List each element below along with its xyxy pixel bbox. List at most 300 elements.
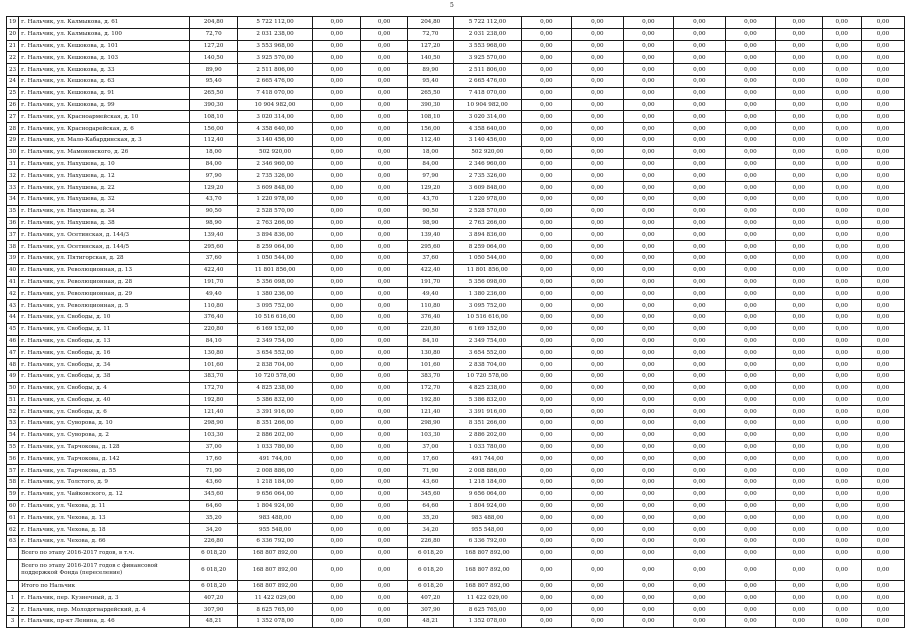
value-cell: 0,00 (571, 418, 623, 430)
value-cell: 1 380 236,00 (453, 288, 521, 300)
value-cell: 0,00 (822, 64, 861, 76)
value-cell: 0,00 (822, 323, 861, 335)
value-cell: 0,00 (571, 158, 623, 170)
value-cell: 10 720 578,00 (238, 370, 313, 382)
value-cell: 37,60 (190, 252, 238, 264)
value-cell: 0,00 (775, 429, 822, 441)
value-cell: 0,00 (775, 123, 822, 135)
value-cell: 191,70 (190, 276, 238, 288)
value-cell: 0,00 (725, 524, 775, 536)
value-cell: 0,00 (571, 241, 623, 253)
value-cell: 0,00 (521, 441, 571, 453)
row-number-cell: 31 (7, 158, 19, 170)
value-cell: 0,00 (313, 406, 361, 418)
address-cell: г. Нальчик, пр-кт Ленина, д. 46 (19, 616, 190, 628)
value-cell: 3 894 836,00 (453, 229, 521, 241)
value-cell: 0,00 (521, 217, 571, 229)
value-cell: 0,00 (571, 547, 623, 559)
value-cell: 0,00 (521, 512, 571, 524)
value-cell: 127,20 (190, 40, 238, 52)
value-cell: 0,00 (521, 99, 571, 111)
row-number-cell: 56 (7, 453, 19, 465)
value-cell: 0,00 (725, 418, 775, 430)
value-cell: 2 031 238,00 (238, 28, 313, 40)
value-cell: 8 625 765,00 (453, 604, 521, 616)
value-cell: 0,00 (861, 288, 904, 300)
value-cell: 0,00 (313, 592, 361, 604)
row-number-cell: 41 (7, 276, 19, 288)
value-cell: 0,00 (361, 40, 408, 52)
value-cell: 0,00 (623, 217, 673, 229)
value-cell: 0,00 (313, 134, 361, 146)
value-cell: 0,00 (725, 276, 775, 288)
value-cell: 0,00 (571, 406, 623, 418)
value-cell: 11 422 029,00 (238, 592, 313, 604)
value-cell: 0,00 (313, 359, 361, 371)
value-cell: 2 665 476,00 (453, 75, 521, 87)
address-cell: г. Нальчик, ул. Свободы, д. 4 (19, 382, 190, 394)
value-cell: 0,00 (775, 536, 822, 548)
value-cell: 0,00 (861, 580, 904, 592)
value-cell: 307,90 (190, 604, 238, 616)
value-cell: 0,00 (623, 264, 673, 276)
value-cell: 0,00 (571, 64, 623, 76)
value-cell: 0,00 (861, 146, 904, 158)
value-cell: 43,70 (407, 193, 453, 205)
value-cell: 3 609 848,00 (453, 182, 521, 194)
value-cell: 34,20 (190, 524, 238, 536)
value-cell: 2 763 266,00 (453, 217, 521, 229)
value-cell: 0,00 (521, 300, 571, 312)
value-cell: 0,00 (775, 170, 822, 182)
value-cell: 0,00 (623, 441, 673, 453)
value-cell: 98,90 (190, 217, 238, 229)
value-cell: 0,00 (861, 418, 904, 430)
value-cell: 204,80 (407, 17, 453, 29)
value-cell: 0,00 (313, 40, 361, 52)
value-cell: 0,00 (313, 500, 361, 512)
value-cell: 0,00 (361, 394, 408, 406)
value-cell: 1 352 078,00 (453, 616, 521, 628)
value-cell: 0,00 (775, 264, 822, 276)
value-cell: 0,00 (861, 394, 904, 406)
address-cell: г. Нальчик, ул. Нахушева, д. 38 (19, 217, 190, 229)
value-cell: 0,00 (361, 182, 408, 194)
value-cell: 84,10 (190, 335, 238, 347)
value-cell: 0,00 (623, 252, 673, 264)
address-cell: Всего по этапу 2016-2017 годов, в т.ч. (19, 547, 190, 559)
value-cell: 192,80 (190, 394, 238, 406)
value-cell: 0,00 (361, 429, 408, 441)
value-cell: 0,00 (822, 17, 861, 29)
value-cell: 0,00 (822, 28, 861, 40)
value-cell: 0,00 (775, 217, 822, 229)
value-cell: 4 825 238,00 (238, 382, 313, 394)
value-cell: 0,00 (775, 252, 822, 264)
value-cell: 0,00 (861, 87, 904, 99)
value-cell: 0,00 (861, 465, 904, 477)
value-cell: 955 548,00 (453, 524, 521, 536)
value-cell: 6 336 792,00 (238, 536, 313, 548)
value-cell: 172,70 (407, 382, 453, 394)
value-cell: 3 925 570,00 (238, 52, 313, 64)
table-row (7, 75, 905, 87)
value-cell: 0,00 (571, 512, 623, 524)
value-cell: 0,00 (725, 453, 775, 465)
value-cell: 0,00 (725, 193, 775, 205)
value-cell: 1 804 924,00 (238, 500, 313, 512)
value-cell: 0,00 (361, 616, 408, 628)
value-cell: 0,00 (313, 217, 361, 229)
value-cell: 8 259 064,00 (238, 241, 313, 253)
value-cell: 226,80 (407, 536, 453, 548)
value-cell: 0,00 (623, 241, 673, 253)
value-cell: 0,00 (313, 146, 361, 158)
value-cell: 0,00 (571, 311, 623, 323)
value-cell: 0,00 (623, 547, 673, 559)
value-cell: 11 422 029,00 (453, 592, 521, 604)
value-cell: 6 018,20 (407, 559, 453, 580)
value-cell: 156,00 (190, 123, 238, 135)
value-cell: 0,00 (775, 512, 822, 524)
value-cell: 0,00 (571, 182, 623, 194)
value-cell: 168 807 892,00 (453, 580, 521, 592)
value-cell: 0,00 (673, 323, 725, 335)
value-cell: 0,00 (313, 170, 361, 182)
value-cell: 0,00 (725, 370, 775, 382)
value-cell: 156,00 (407, 123, 453, 135)
value-cell: 0,00 (725, 559, 775, 580)
table-row (7, 604, 905, 616)
value-cell: 0,00 (861, 40, 904, 52)
value-cell: 0,00 (361, 488, 408, 500)
value-cell: 0,00 (775, 75, 822, 87)
value-cell: 3 553 968,00 (453, 40, 521, 52)
value-cell: 0,00 (361, 300, 408, 312)
value-cell: 0,00 (861, 205, 904, 217)
value-cell: 0,00 (571, 394, 623, 406)
address-cell: г. Нальчик, ул. Нахушева, д. 34 (19, 205, 190, 217)
value-cell: 0,00 (571, 429, 623, 441)
row-number-cell: 49 (7, 370, 19, 382)
address-cell: г. Нальчик, ул. Чехова, д. 18 (19, 524, 190, 536)
value-cell: 0,00 (521, 500, 571, 512)
value-cell: 0,00 (861, 170, 904, 182)
value-cell: 0,00 (673, 547, 725, 559)
address-cell: г. Нальчик, пер. Кузнечный, д. 3 (19, 592, 190, 604)
value-cell: 298,90 (190, 418, 238, 430)
value-cell: 2 349 754,00 (238, 335, 313, 347)
value-cell: 0,00 (673, 134, 725, 146)
value-cell: 0,00 (861, 300, 904, 312)
address-cell: г. Нальчик, ул. Свободы, д. 38 (19, 370, 190, 382)
table-row (7, 217, 905, 229)
table-row (7, 347, 905, 359)
value-cell: 0,00 (673, 604, 725, 616)
value-cell: 0,00 (725, 64, 775, 76)
value-cell: 0,00 (623, 288, 673, 300)
value-cell: 0,00 (673, 264, 725, 276)
value-cell: 983 488,00 (453, 512, 521, 524)
value-cell: 97,90 (190, 170, 238, 182)
value-cell: 0,00 (673, 406, 725, 418)
value-cell: 2 008 886,00 (453, 465, 521, 477)
value-cell: 0,00 (822, 52, 861, 64)
value-cell: 0,00 (521, 28, 571, 40)
value-cell: 0,00 (861, 123, 904, 135)
value-cell: 72,70 (190, 28, 238, 40)
value-cell: 0,00 (775, 52, 822, 64)
address-cell: г. Нальчик, ул. Свободы, д. 16 (19, 347, 190, 359)
value-cell: 0,00 (521, 75, 571, 87)
value-cell: 0,00 (775, 488, 822, 500)
value-cell: 0,00 (673, 418, 725, 430)
value-cell: 0,00 (571, 592, 623, 604)
table-row (7, 111, 905, 123)
value-cell: 0,00 (313, 418, 361, 430)
value-cell: 0,00 (725, 252, 775, 264)
value-cell: 0,00 (861, 99, 904, 111)
value-cell: 0,00 (623, 28, 673, 40)
value-cell: 0,00 (775, 370, 822, 382)
value-cell: 0,00 (861, 193, 904, 205)
value-cell: 0,00 (725, 170, 775, 182)
value-cell: 0,00 (521, 170, 571, 182)
value-cell: 0,00 (725, 359, 775, 371)
value-cell: 0,00 (361, 111, 408, 123)
value-cell: 0,00 (725, 111, 775, 123)
address-cell: г. Нальчик, ул. Краснодарейская, д. 6 (19, 123, 190, 135)
value-cell: 0,00 (775, 580, 822, 592)
value-cell: 140,50 (407, 52, 453, 64)
value-cell: 0,00 (822, 182, 861, 194)
value-cell: 0,00 (775, 500, 822, 512)
value-cell: 172,70 (190, 382, 238, 394)
value-cell: 3 553 968,00 (238, 40, 313, 52)
value-cell: 204,80 (190, 17, 238, 29)
value-cell: 0,00 (571, 441, 623, 453)
value-cell: 90,50 (407, 205, 453, 217)
value-cell: 0,00 (775, 229, 822, 241)
value-cell: 0,00 (361, 252, 408, 264)
value-cell: 0,00 (725, 75, 775, 87)
value-cell: 6 018,20 (190, 547, 238, 559)
value-cell: 0,00 (822, 288, 861, 300)
value-cell: 0,00 (361, 99, 408, 111)
row-number-cell: 58 (7, 477, 19, 489)
value-cell: 0,00 (571, 335, 623, 347)
row-number-cell: 25 (7, 87, 19, 99)
table-row (7, 477, 905, 489)
row-number-cell (7, 559, 19, 580)
value-cell: 0,00 (521, 64, 571, 76)
value-cell: 0,00 (673, 146, 725, 158)
data-table (6, 16, 905, 628)
value-cell: 0,00 (861, 17, 904, 29)
value-cell: 2 838 704,00 (238, 359, 313, 371)
value-cell: 0,00 (521, 453, 571, 465)
value-cell: 0,00 (725, 580, 775, 592)
value-cell: 0,00 (673, 87, 725, 99)
value-cell: 0,00 (725, 429, 775, 441)
value-cell: 0,00 (861, 616, 904, 628)
value-cell: 0,00 (673, 217, 725, 229)
value-cell: 0,00 (822, 347, 861, 359)
value-cell: 0,00 (623, 453, 673, 465)
value-cell: 0,00 (861, 536, 904, 548)
row-number-cell: 20 (7, 28, 19, 40)
value-cell: 0,00 (521, 311, 571, 323)
value-cell: 0,00 (313, 288, 361, 300)
value-cell: 0,00 (822, 40, 861, 52)
address-cell: г. Нальчик, ул. Революционная, д. 28 (19, 276, 190, 288)
value-cell: 0,00 (623, 477, 673, 489)
table-row (7, 170, 905, 182)
table-row (7, 429, 905, 441)
value-cell: 0,00 (673, 488, 725, 500)
value-cell: 2 665 476,00 (238, 75, 313, 87)
value-cell: 0,00 (861, 441, 904, 453)
value-cell: 0,00 (571, 170, 623, 182)
address-cell: г. Нальчик, ул. Революционная, д. 5 (19, 300, 190, 312)
value-cell: 139,40 (190, 229, 238, 241)
value-cell: 0,00 (313, 429, 361, 441)
value-cell: 139,40 (407, 229, 453, 241)
value-cell: 0,00 (313, 536, 361, 548)
value-cell: 0,00 (822, 616, 861, 628)
value-cell: 121,40 (190, 406, 238, 418)
value-cell: 0,00 (725, 99, 775, 111)
value-cell: 0,00 (861, 559, 904, 580)
row-number-cell: 36 (7, 217, 19, 229)
value-cell: 0,00 (725, 335, 775, 347)
value-cell: 0,00 (775, 335, 822, 347)
table-row (7, 418, 905, 430)
value-cell: 0,00 (725, 547, 775, 559)
value-cell: 0,00 (822, 406, 861, 418)
row-number-cell: 26 (7, 99, 19, 111)
value-cell: 0,00 (313, 382, 361, 394)
value-cell: 0,00 (623, 311, 673, 323)
value-cell: 0,00 (361, 406, 408, 418)
row-number-cell: 3 (7, 616, 19, 628)
value-cell: 0,00 (361, 512, 408, 524)
value-cell: 98,90 (407, 217, 453, 229)
row-number-cell: 50 (7, 382, 19, 394)
value-cell: 1 220 978,00 (453, 193, 521, 205)
table-row (7, 547, 905, 559)
value-cell: 0,00 (521, 394, 571, 406)
value-cell: 0,00 (775, 64, 822, 76)
page-number: 5 (450, 2, 454, 9)
row-number-cell: 24 (7, 75, 19, 87)
value-cell: 0,00 (361, 64, 408, 76)
value-cell: 0,00 (313, 252, 361, 264)
value-cell: 121,40 (407, 406, 453, 418)
value-cell: 168 807 892,00 (238, 547, 313, 559)
table-row (7, 616, 905, 628)
value-cell: 0,00 (313, 264, 361, 276)
address-cell: г. Нальчик, ул. Нахушева, д. 10 (19, 158, 190, 170)
value-cell: 0,00 (725, 394, 775, 406)
value-cell: 0,00 (775, 604, 822, 616)
value-cell: 10 720 578,00 (453, 370, 521, 382)
value-cell: 0,00 (313, 276, 361, 288)
value-cell: 103,30 (407, 429, 453, 441)
value-cell: 0,00 (861, 500, 904, 512)
value-cell: 0,00 (313, 52, 361, 64)
value-cell: 0,00 (313, 182, 361, 194)
value-cell: 0,00 (775, 406, 822, 418)
value-cell: 84,00 (190, 158, 238, 170)
value-cell: 0,00 (725, 40, 775, 52)
value-cell: 0,00 (361, 465, 408, 477)
value-cell: 48,21 (190, 616, 238, 628)
value-cell: 0,00 (673, 616, 725, 628)
value-cell: 0,00 (623, 406, 673, 418)
value-cell: 0,00 (623, 146, 673, 158)
table-row (7, 158, 905, 170)
table-row (7, 580, 905, 592)
value-cell: 37,00 (407, 441, 453, 453)
value-cell: 0,00 (861, 28, 904, 40)
address-cell: г. Нальчик, ул. Свободы, д. 13 (19, 335, 190, 347)
value-cell: 0,00 (673, 64, 725, 76)
value-cell: 0,00 (361, 500, 408, 512)
value-cell: 0,00 (313, 193, 361, 205)
value-cell: 2 349 754,00 (453, 335, 521, 347)
value-cell: 220,80 (407, 323, 453, 335)
address-cell: г. Нальчик, ул. Калмыкова, д. 61 (19, 17, 190, 29)
value-cell: 0,00 (571, 347, 623, 359)
value-cell: 6 336 792,00 (453, 536, 521, 548)
row-number-cell: 46 (7, 335, 19, 347)
row-number-cell: 1 (7, 592, 19, 604)
value-cell: 345,60 (190, 488, 238, 500)
address-cell: г. Нальчик, ул. Кешокова, д. 91 (19, 87, 190, 99)
address-cell: г. Нальчик, ул. Чайковского, д. 12 (19, 488, 190, 500)
value-cell: 3 391 916,00 (238, 406, 313, 418)
value-cell: 0,00 (725, 300, 775, 312)
address-cell: г. Нальчик, ул. Кешокова, д. 99 (19, 99, 190, 111)
value-cell: 0,00 (361, 524, 408, 536)
value-cell: 0,00 (725, 512, 775, 524)
value-cell: 0,00 (673, 111, 725, 123)
value-cell: 0,00 (571, 488, 623, 500)
value-cell: 0,00 (361, 453, 408, 465)
table-row (7, 512, 905, 524)
value-cell: 0,00 (673, 359, 725, 371)
value-cell: 2 346 960,00 (238, 158, 313, 170)
value-cell: 0,00 (861, 311, 904, 323)
value-cell: 0,00 (775, 300, 822, 312)
value-cell: 0,00 (521, 580, 571, 592)
value-cell: 0,00 (361, 359, 408, 371)
value-cell: 0,00 (822, 252, 861, 264)
value-cell: 10 516 616,00 (238, 311, 313, 323)
value-cell: 0,00 (313, 394, 361, 406)
value-cell: 298,90 (407, 418, 453, 430)
value-cell: 2 763 266,00 (238, 217, 313, 229)
value-cell: 0,00 (673, 382, 725, 394)
value-cell: 0,00 (361, 347, 408, 359)
value-cell: 0,00 (313, 559, 361, 580)
value-cell: 0,00 (361, 323, 408, 335)
value-cell: 0,00 (861, 359, 904, 371)
table-row (7, 134, 905, 146)
value-cell: 0,00 (822, 170, 861, 182)
value-cell: 3 609 848,00 (238, 182, 313, 194)
